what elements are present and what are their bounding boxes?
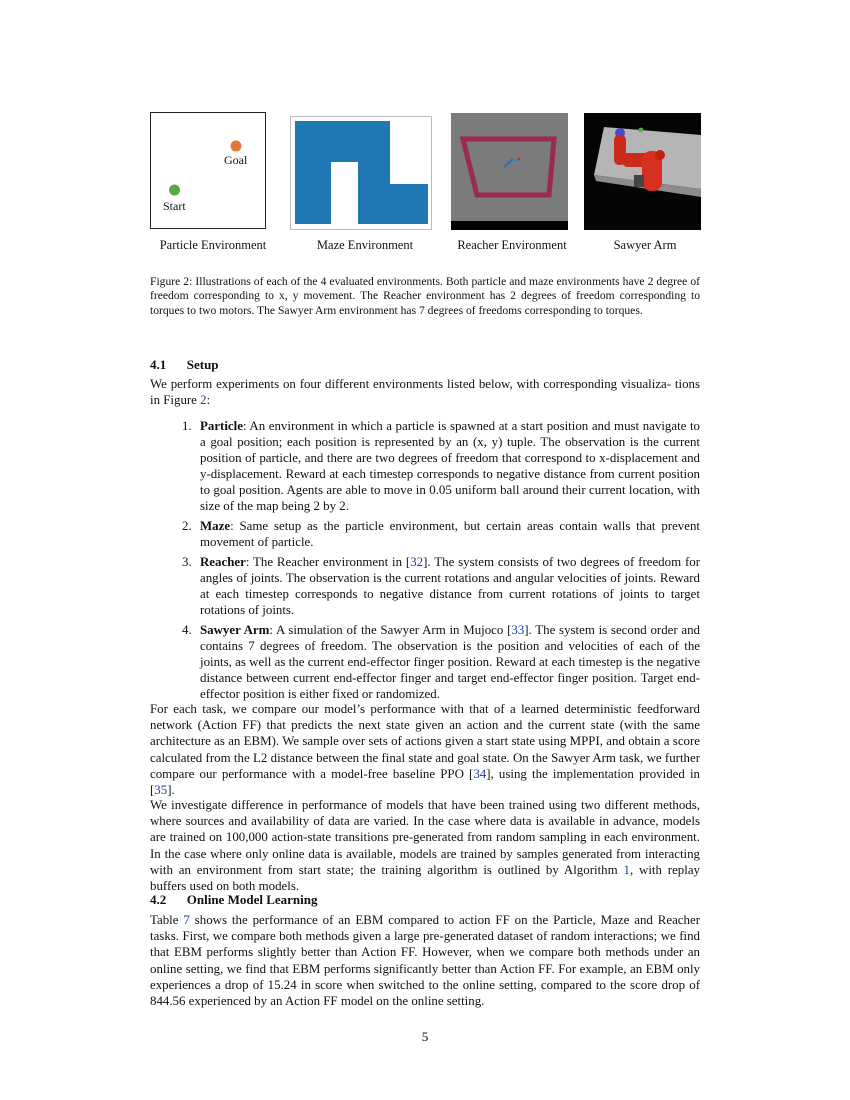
section-number: 4.2 — [150, 892, 167, 907]
section-number: 4.1 — [150, 357, 167, 372]
setup-intro-paragraph: We perform experiments on four different environments listed below, with corresponding visualiza- tions in Figure 2: — [150, 377, 700, 408]
reacher-target-icon — [518, 158, 521, 161]
figure-caption-text: Illustrations of each of the 4 evaluated environments. Both particle and maze environments have 2 degree of freedom corresponding to x, y movement. The Reacher environment has 2 degrees of freedom corresponding to torques to two motors. The Sawyer Arm environment has 7 degrees of freedoms corresponding to torques. — [150, 275, 700, 317]
list-item: 1. Particle: An environment in which a particle is spawned at a start position and must navigate to a goal position; each position is represented by an (x, y) tuple. The observation is the current position of particle, and there are two degrees of freedom that correspond to x-displacement and y-displacement. Reward at each timestep corresponds to negative distance from current position to goal position. Agents are able to move in 0.05 uniform ball around their current location, with size of the map being 2 by 2. — [182, 419, 700, 513]
reacher-environment-label: Reacher Environment — [457, 238, 567, 252]
page-number: 5 — [421, 1029, 429, 1044]
list-item: 4. Sawyer Arm: A simulation of the Sawyer Arm in Mujoco [33]. The system is second order and contains 7 degrees of freedom. The observation is the position and velocities of each of the joints, as well as the current end-effector finger position. Reward at each timestep is the negative distance between current end-effector finger and target end-effector finger position. Target end-effector position is either fixed or randomized. — [182, 623, 701, 701]
citation-link[interactable]: 32 — [410, 555, 424, 569]
training-data-paragraph: We investigate difference in performance of models that have been trained using two different methods, where sources and availability of data are varied. In the case where data is available in advance, models are trained on 100,000 action-state transitions pre-generated from random sampling in each environment. In the case where only online data is available, models are trained by samples generated from interacting with an environment from start state; the training algorithm is outlined by Algorithm 1, with replay buffers used on both models. — [150, 798, 700, 894]
list-item: 2. Maze: Same setup as the particle environment, but certain areas contain walls that prevent movement of particle. — [182, 519, 700, 549]
particle-environment-label: Particle Environment — [159, 238, 267, 252]
sawyer-arm-panel — [584, 113, 701, 230]
table-reference-link[interactable]: 7 — [183, 913, 190, 927]
maze-environment-label: Maze Environment — [316, 238, 414, 252]
maze-environment-image — [290, 116, 432, 230]
algorithm-reference-link[interactable]: 1 — [623, 862, 630, 877]
figure-caption — [150, 275, 700, 318]
figure-caption-prefix: Figure 2: — [150, 275, 193, 288]
reacher-environment-image — [451, 113, 568, 230]
citation-link[interactable]: 35 — [154, 783, 168, 798]
section-heading-online-model-learning — [150, 892, 317, 908]
goal-dot-icon — [231, 141, 242, 152]
reacher-environment-panel — [451, 113, 568, 230]
section-title: Setup — [186, 357, 219, 372]
figure-reference-link[interactable]: 2 — [200, 393, 207, 408]
maze-environment-panel — [290, 116, 432, 230]
sawyer-arm-image — [584, 113, 701, 230]
comparison-paragraph: For each task, we compare our model’s performance with that of a learned deterministic feedforward network (Action FF) that predicts the next state given an action and the current state (with the same architecture as an EBM). We sample over sets of actions given a start state using MPPI, and obtain a score calculated from the L2 distance between the final state and goal state. On the Sawyer Arm task, we further compare our performance with a model-free baseline PPO [34], using the implementation provided in [35]. — [150, 702, 700, 798]
sawyer-target-icon — [639, 128, 644, 133]
maze-gap — [331, 162, 358, 224]
goal-label: Goal — [224, 153, 248, 167]
section-heading-setup — [150, 357, 219, 373]
citation-link[interactable]: 34 — [473, 766, 487, 781]
start-label: Start — [163, 199, 186, 213]
particle-environment-panel — [150, 112, 266, 229]
citation-link[interactable]: 33 — [511, 623, 525, 637]
start-dot-icon — [169, 185, 180, 196]
section-title: Online Model Learning — [186, 892, 318, 907]
environment-list — [182, 418, 700, 706]
list-item: 3. Reacher: The Reacher environment in [32]. The system consists of two degrees of freedom for angles of joints. The observation is the current rotations and angular velocities of joints. Reward at each timestep corresponds to negative distance from current rotations of joints to target rotations of joints. — [182, 555, 700, 617]
sawyer-arm-label: Sawyer Arm — [613, 238, 677, 252]
online-learning-paragraph: Table 7 shows the performance of an EBM compared to action FF on the Particle, Maze and Reacher tasks. First, we compare both methods given a large pre-generated dataset of random interactions; we find that EBM performs slightly better than Action FF. However, when we compare both methods under an online setting, we find that EBM performs significantly better than Action FF. For example, an EBM only experiences a drop of 15.24 in score when switched to the online setting, compared to the score drop of 844.56 experienced by an Action FF model on the online setting. — [150, 913, 700, 1009]
